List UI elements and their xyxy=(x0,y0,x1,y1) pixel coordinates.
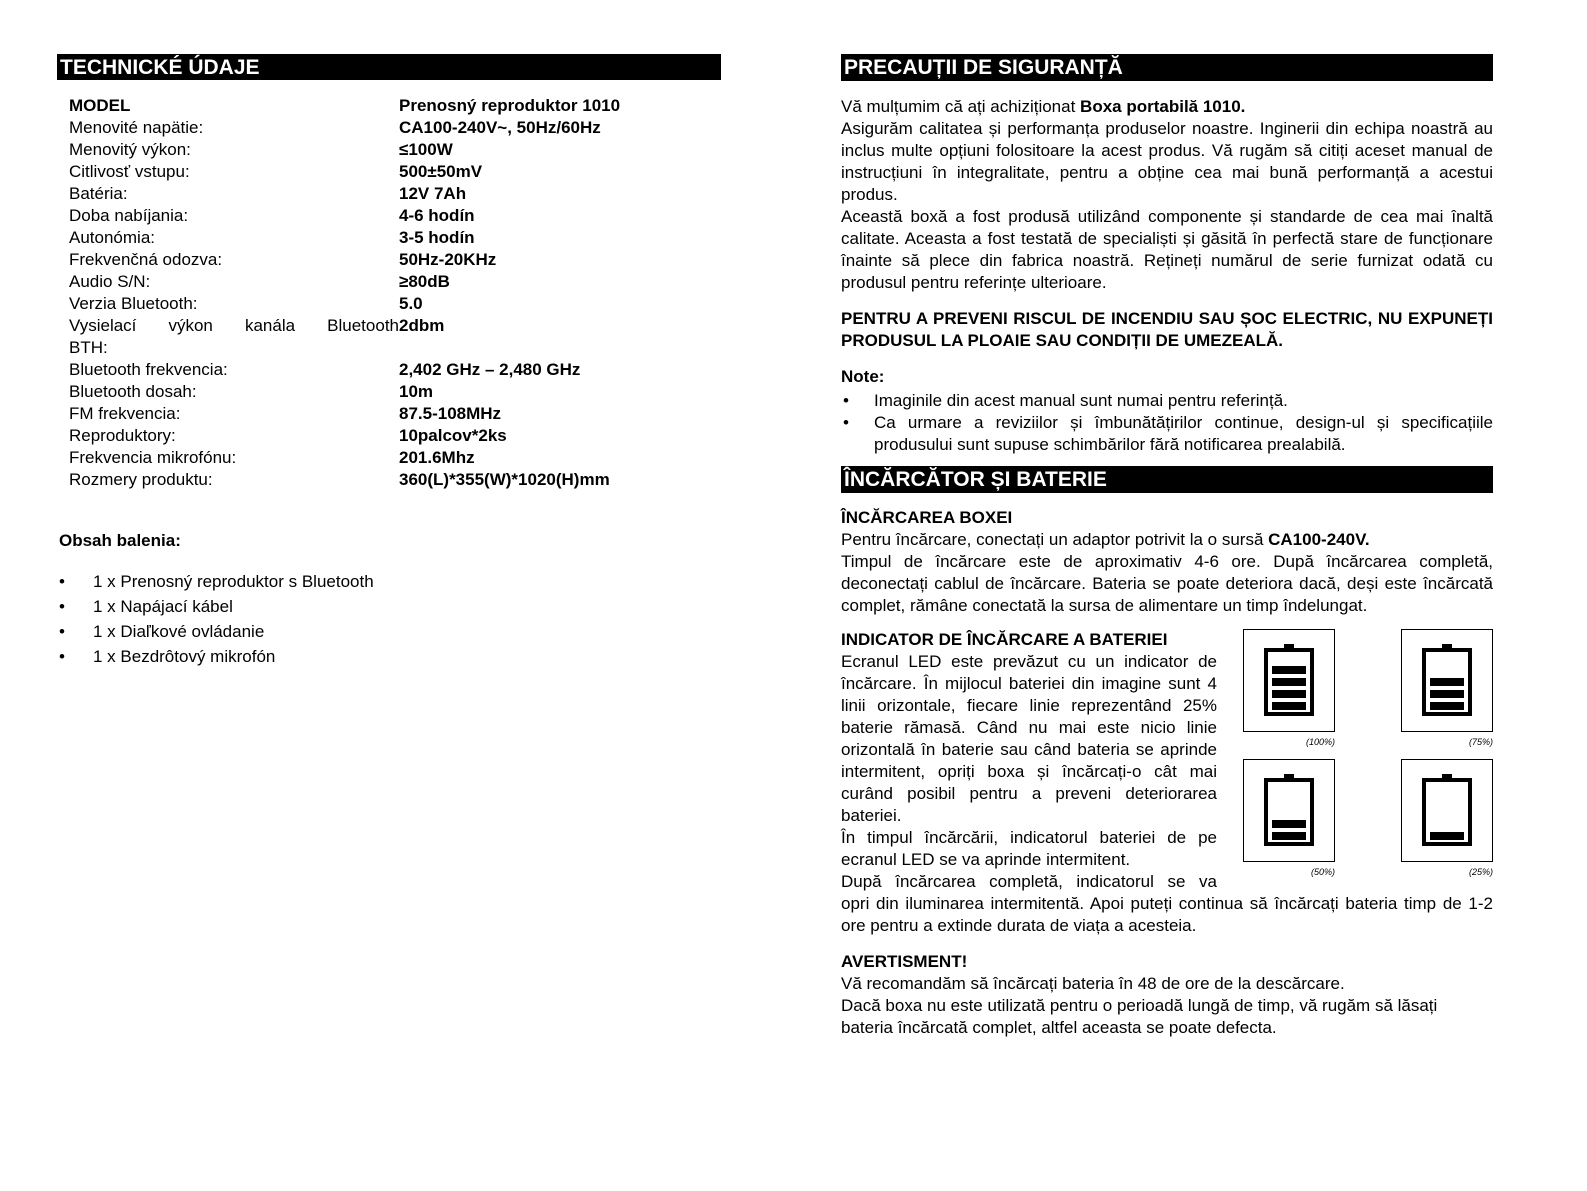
spec-label: Menovité napätie: xyxy=(69,118,204,137)
notes-title: Note: xyxy=(841,367,885,386)
spec-value: ≤100W xyxy=(399,140,453,159)
spec-label: Bluetooth frekvencia: xyxy=(69,360,228,379)
battery-level-bar xyxy=(1272,702,1306,710)
indicator-title: INDICATOR DE ÎNCĂRCARE A BATERIEI xyxy=(841,630,1168,649)
spec-label: Batéria: xyxy=(69,184,128,203)
battery-icon xyxy=(1244,630,1334,731)
spec-row xyxy=(69,293,721,315)
charging-source xyxy=(841,529,1493,551)
spec-row xyxy=(69,271,721,293)
spec-table xyxy=(69,95,721,491)
spec-value: 10m xyxy=(399,382,434,401)
charger-heading: ÎNCĂRCĂTOR ȘI BATERIE xyxy=(841,466,1493,493)
spec-label: Citlivosť vstupu: xyxy=(69,162,190,181)
spec-row xyxy=(69,139,721,161)
spec-value: 4-6 hodín xyxy=(399,206,475,225)
spec-value: 12V 7Ah xyxy=(399,184,467,203)
tech-specs-heading: TECHNICKÉ ÚDAJE xyxy=(57,54,721,80)
spec-value: 3-5 hodín xyxy=(399,228,475,247)
spec-value: 360(L)*355(W)*1020(H)mm xyxy=(399,470,610,489)
spec-label: Rozmery produktu: xyxy=(69,470,213,489)
intro-prefix: Vă mulțumim că ați achiziționat xyxy=(841,97,1081,116)
package-item: • 1 x Diaľkové ovládanie xyxy=(57,621,721,643)
spec-row xyxy=(69,403,721,425)
spec-row xyxy=(69,249,721,271)
charging-prefix: Pentru încărcare, conectați un adaptor potrivit la o sursă xyxy=(841,530,1269,549)
spec-row xyxy=(69,205,721,227)
safety-heading: PRECAUȚII DE SIGURANȚĂ xyxy=(841,54,1493,81)
battery-level-bar xyxy=(1430,690,1464,698)
battery-level-bar xyxy=(1430,832,1464,840)
spec-label: Bluetooth dosah: xyxy=(69,382,197,401)
battery-figure xyxy=(1401,629,1493,732)
intro-text xyxy=(841,96,1493,118)
battery-icon xyxy=(1244,760,1334,861)
indicator-section xyxy=(841,629,1493,937)
spec-value: 50Hz-20KHz xyxy=(399,250,497,269)
spec-value: 10palcov*2ks xyxy=(399,426,507,445)
safety-paragraph-2: Această boxă a fost produsă utilizând componente și standarde de cea mai înaltă calitate. Aceasta a fost testată de specialiști și găsită în perfectă stare de funcționare înainte să plece din fabrica noastră. Rețineți numărul de serie furnizat odată cu produsul pentru referințe ulterioare. xyxy=(841,207,1493,292)
spec-value: ≥80dB xyxy=(399,272,450,291)
spec-label-line-1: Vysielací výkon kanála Bluetooth xyxy=(69,316,399,335)
spec-label: Doba nabíjania: xyxy=(69,206,189,225)
intro-product-name: Boxa portabilă 1010. xyxy=(1080,97,1246,116)
spec-value: 5.0 xyxy=(399,294,423,313)
spec-value: 2,402 GHz – 2,480 GHz xyxy=(399,360,581,379)
battery-caption: (100%) xyxy=(1305,737,1335,747)
spec-label: MODEL xyxy=(69,96,131,115)
spec-row xyxy=(69,359,721,381)
spec-label: Frekvencia mikrofónu: xyxy=(69,448,237,467)
spec-row xyxy=(69,227,721,249)
package-item: • 1 x Prenosný reproduktor s Bluetooth xyxy=(57,571,721,593)
package-title: Obsah balenia: xyxy=(59,531,181,550)
note-item: • Ca urmare a reviziilor și îmbunătățirilor continue, design-ul și specificațiile produsului sunt supuse schimbărilor fără notificarea prealabilă. xyxy=(841,412,1493,456)
safety-paragraph-1: Asigurăm calitatea și performanța produselor noastre. Inginerii din echipa noastră au inclus multe opțiuni folositoare la acest produs. Vă rugăm să citiți aceset manual de instrucțiuni în integralitate, pentru a obține cea mai bună performanță a acestui produs. xyxy=(841,119,1493,204)
package-item: • 1 x Bezdrôtový mikrofón xyxy=(57,646,721,668)
battery-icon xyxy=(1402,630,1492,731)
notes-list xyxy=(841,390,1493,456)
spec-label: Audio S/N: xyxy=(69,272,151,291)
battery-caption: (25%) xyxy=(1468,867,1493,877)
charging-title: ÎNCĂRCAREA BOXEI xyxy=(841,508,1013,527)
charging-text: Timpul de încărcare este de aproximativ 4-6 ore. După încărcarea completă, deconectați cablul de încărcare. Bateria se poate deteriora dacă, deși este încărcată complet, rămâne conectată la sursa de alimentare un timp îndelungat. xyxy=(841,552,1493,615)
spec-row xyxy=(69,315,721,359)
charging-voltage: CA100-240V. xyxy=(1268,530,1370,549)
warning-title: AVERTISMENT! xyxy=(841,952,968,971)
spec-row xyxy=(69,183,721,205)
spec-label: Verzia Bluetooth: xyxy=(69,294,198,313)
spec-row xyxy=(69,95,721,117)
spec-label xyxy=(69,315,399,359)
spec-value: 87.5-108MHz xyxy=(399,404,502,423)
right-column xyxy=(841,54,1493,1039)
spec-row xyxy=(69,117,721,139)
package-list xyxy=(57,571,721,668)
left-column xyxy=(57,54,721,671)
spec-value: 500±50mV xyxy=(399,162,483,181)
note-item: • Imaginile din acest manual sunt numai pentru referință. xyxy=(841,390,1493,412)
battery-figure xyxy=(1243,629,1335,732)
spec-label-line-2: BTH: xyxy=(69,338,108,357)
indicator-text-block xyxy=(841,629,1217,893)
spec-label: Reproduktory: xyxy=(69,426,176,445)
spec-row xyxy=(69,447,721,469)
spec-label: FM frekvencia: xyxy=(69,404,181,423)
battery-icon xyxy=(1402,760,1492,861)
indicator-text-3a: După încărcarea completă, indicatorul se va xyxy=(841,872,1217,891)
package-item: • 1 x Napájací kábel xyxy=(57,596,721,618)
warning-line-2: Dacă boxa nu este utilizată pentru o perioadă lungă de timp, vă rugăm să lăsați bateria încărcată complet, altfel aceasta se poate defecta. xyxy=(841,996,1438,1037)
spec-row xyxy=(69,469,721,491)
spec-value: CA100-240V~, 50Hz/60Hz xyxy=(399,118,601,137)
battery-level-bar xyxy=(1272,678,1306,686)
spec-value: 2dbm xyxy=(399,316,445,335)
battery-level-bar xyxy=(1430,678,1464,686)
spec-label: Frekvenčná odozva: xyxy=(69,250,223,269)
spec-value: 201.6Mhz xyxy=(399,448,475,467)
indicator-text-2: În timpul încărcării, indicatorul bateriei de pe ecranul LED se va aprinde intermitent. xyxy=(841,828,1217,869)
battery-level-bar xyxy=(1272,820,1306,828)
spec-label: Menovitý výkon: xyxy=(69,140,191,159)
spec-row xyxy=(69,381,721,403)
battery-caption: (75%) xyxy=(1468,737,1493,747)
battery-caption: (50%) xyxy=(1310,867,1335,877)
indicator-text-1: Ecranul LED este prevăzut cu un indicator de încărcare. În mijlocul bateriei din imagine sunt 4 linii orizontale, fiecare linie reprezentând 25% baterie rămasă. Când nu mai este nicio linie orizontală în baterie sau când bateria se aprinde intermitent, opriți boxa și încărcați-o cât mai curând posibil pentru a preveni deteriorarea bateriei. xyxy=(841,652,1217,825)
spec-label: Autonómia: xyxy=(69,228,155,247)
fire-warning: PENTRU A PREVENI RISCUL DE INCENDIU SAU ȘOC ELECTRIC, NU EXPUNEȚI PRODUSUL LA PLOAIE SAU CONDIȚII DE UMEZEALĂ. xyxy=(841,309,1493,350)
battery-level-bar xyxy=(1272,666,1306,674)
warning-line-1: Vă recomandăm să încărcați bateria în 48 de ore de la descărcare. xyxy=(841,974,1345,993)
indicator-text-3b: opri din iluminarea intermitentă. Apoi puteți continua să încărcați bateria timp de 1-2 ore pentru a extinde durata de viața a acesteia. xyxy=(841,894,1493,935)
battery-figure xyxy=(1243,759,1335,862)
battery-level-bar xyxy=(1430,702,1464,710)
spec-value: Prenosný reproduktor 1010 xyxy=(399,96,621,115)
spec-row xyxy=(69,425,721,447)
battery-figure xyxy=(1401,759,1493,862)
battery-level-bar xyxy=(1272,832,1306,840)
battery-level-bar xyxy=(1272,690,1306,698)
spec-row xyxy=(69,161,721,183)
